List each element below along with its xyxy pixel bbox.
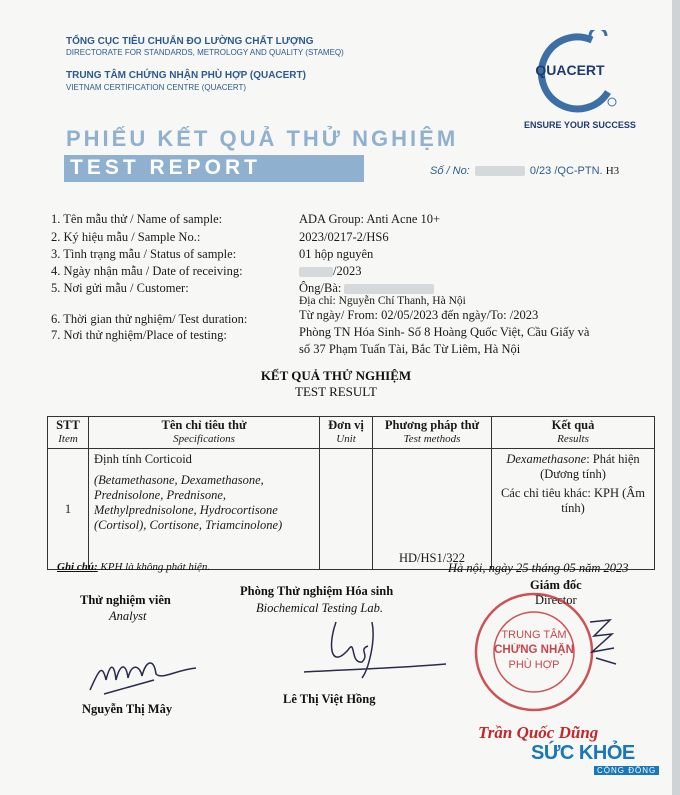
org-name-en: DIRECTORATE FOR STANDARDS, METROLOGY AND QUALITY (STAMEQ): [66, 48, 344, 57]
info-value-6: Từ ngày/ From: 02/05/2023 đến ngày/To: /2023: [299, 308, 539, 322]
info-value-4: [299, 264, 361, 279]
report-number-label: Số / No:: [430, 165, 470, 177]
info-label-7: 7. Nơi thử nghiệm/Place of testing:: [51, 328, 227, 342]
table-row: [48, 449, 655, 570]
note: [57, 561, 210, 573]
centre-name-vn: TRUNG TÂM CHỨNG NHẬN PHÙ HỢP (QUACERT): [66, 70, 306, 81]
lab-name: Lê Thị Việt Hồng: [283, 692, 376, 706]
result-line-1: [497, 452, 649, 482]
info-value-5-text: Ông/Bà:: [299, 281, 342, 295]
report-title-vn: PHIẾU KẾT QUẢ THỬ NGHIỆM: [66, 126, 459, 151]
date-line: Hà nội, ngày 25 tháng 05 năm 2023: [448, 561, 629, 575]
note-label: Ghi chú:: [57, 561, 98, 573]
analyst-title: Thử nghiệm viên: [80, 593, 171, 607]
report-number-suffix: H3: [605, 165, 620, 177]
official-stamp: [472, 590, 596, 714]
logo-text: QUACERT: [535, 62, 605, 78]
watermark-sub: CỘNG ĐỒNG: [594, 766, 659, 775]
watermark-logo: SỨC KHỎE: [531, 742, 635, 764]
info-label-3: 3. Tình trạng mẫu / Status of sample:: [51, 247, 237, 261]
logo-tagline: ENSURE YOUR SUCCESS: [524, 120, 636, 130]
col-header-unit: Đơn vị Unit: [320, 417, 373, 449]
info-label-5: 5. Nơi gửi mẫu / Customer:: [51, 281, 189, 295]
director-title-en: Director: [535, 593, 577, 607]
result-heading-en: TEST RESULT: [295, 384, 377, 399]
info-value-7b: số 37 Phạm Tuấn Tài, Bắc Từ Liêm, Hà Nội: [299, 342, 521, 356]
redacted-block: [344, 284, 434, 294]
info-value-address: Địa chỉ: Nguyễn Chí Thanh, Hà Nội: [299, 295, 466, 307]
lab-title: Phòng Thử nghiệm Hóa sinh: [240, 584, 394, 598]
info-label-2: 2. Ký hiệu mẫu / Sample No.:: [51, 230, 201, 244]
quacert-logo: [530, 30, 620, 114]
org-name-vn: TỔNG CỤC TIÊU CHUẨN ĐO LƯỜNG CHẤT LƯỢNG: [66, 36, 314, 47]
stamp-line-3: PHÙ HỢP: [508, 659, 560, 671]
lab-signature: [300, 614, 450, 686]
report-number-value: 0/23 /QC-PTN.: [529, 165, 603, 177]
cell-item: 1: [48, 449, 89, 570]
redacted-block: [299, 267, 333, 277]
info-label-1: 1. Tên mẫu thử / Name of sample:: [51, 212, 223, 226]
result-line-2: Các chỉ tiêu khác: KPH (Âm tính): [500, 486, 646, 515]
info-value-1: ADA Group: Anti Acne 10+: [299, 212, 441, 226]
cell-unit: [320, 449, 373, 570]
cell-result: [492, 449, 655, 570]
director-title: Giám đốc: [530, 578, 582, 592]
report-number: [430, 165, 619, 177]
info-value-5: [299, 281, 434, 296]
info-value-7: Phòng TN Hóa Sinh- Số 8 Hoàng Quốc Việt, Cầu Giấy và: [299, 325, 590, 339]
cell-method: HD/HS1/322: [373, 449, 492, 570]
note-text: KPH là không phát hiện.: [100, 561, 211, 573]
info-label-6: 6. Thời gian thử nghiệm/ Test duration:: [51, 312, 248, 326]
col-header-item: STT Item: [48, 417, 89, 449]
info-label-4: 4. Ngày nhận mẫu / Date of receiving:: [51, 264, 243, 278]
analyst-title-en: Analyst: [109, 609, 147, 623]
result-1-name: Dexamethasone: [506, 452, 587, 466]
director-name: Trần Quốc Dũng: [478, 723, 599, 742]
info-value-4-text: /2023: [333, 264, 362, 278]
info-value-2: 2023/0217-2/HS6: [299, 230, 389, 244]
stamp-line-2: CHỨNG NHẬN: [494, 644, 574, 656]
result-table: [47, 416, 655, 570]
info-value-3: 01 hộp nguyên: [299, 247, 374, 261]
col-header-result: Kết quả Results: [492, 417, 655, 449]
analyst-signature: [84, 650, 204, 698]
table-header-row: [48, 417, 655, 449]
stamp-line-1: TRUNG TÂM: [501, 629, 567, 641]
spec-detail: (Betamethasone, Dexamethasone, Prednisolone, Prednisone, Methylprednisolone, Hydrocortisone (Cortisol), Cortisone, Triamcinolone): [94, 473, 283, 532]
analyst-name: Nguyễn Thị Mây: [82, 702, 173, 716]
report-title-en: TEST REPORT: [70, 156, 262, 179]
lab-title-en: Biochemical Testing Lab.: [256, 601, 383, 615]
result-1-value: : Phát hiện (Dương tính): [540, 452, 640, 481]
result-heading-vn: KẾT QUẢ THỬ NGHIỆM: [260, 368, 412, 383]
centre-name-en: VIETNAM CERTIFICATION CENTRE (QUACERT): [66, 83, 247, 92]
cell-spec: [89, 449, 320, 570]
director-signature: [582, 614, 622, 670]
col-header-spec: Tên chỉ tiêu thử Specifications: [89, 417, 320, 449]
spec-title: Định tính Corticoid: [94, 452, 192, 466]
col-header-method: Phương pháp thử Test methods: [373, 417, 492, 449]
redacted-block: [475, 166, 525, 176]
